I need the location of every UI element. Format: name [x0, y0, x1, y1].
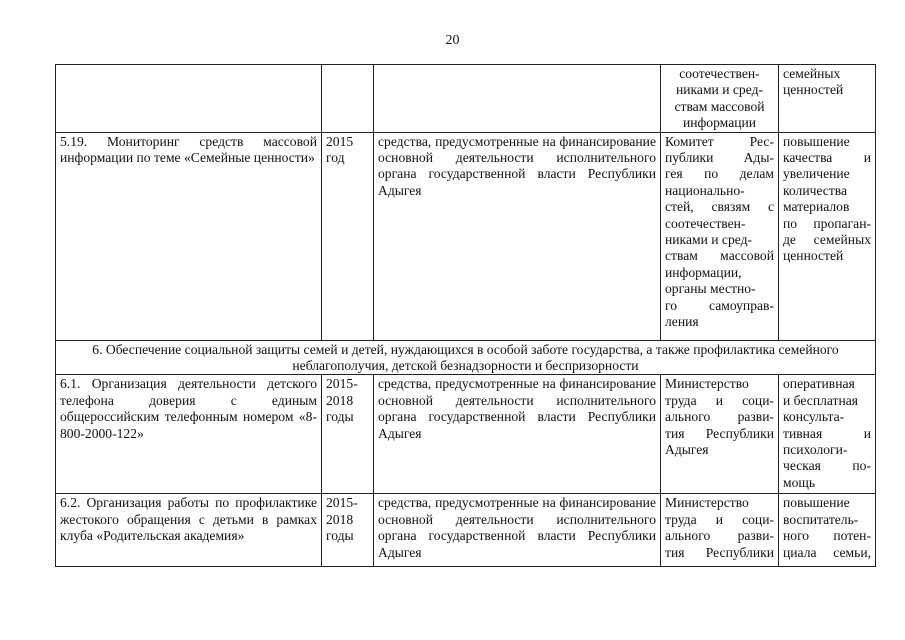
result-line: воспитатель-: [783, 511, 859, 527]
result-line: увеличение: [783, 166, 850, 182]
executor-line: ального разви-: [665, 409, 774, 425]
page-number: 20: [445, 33, 460, 48]
measure-name-cell: 6.1. Организация деятельности детского телефона доверия с единым общероссийским телефонным номером «8-800-2000-122»: [56, 375, 322, 494]
executor-cell: [661, 65, 779, 133]
result-line: психологи-: [783, 442, 848, 458]
result-line: по пропаган-: [783, 215, 871, 231]
executor-line: соотечествен-: [665, 215, 746, 231]
result-line: ценностей: [783, 82, 844, 98]
section-title: 6. Обеспечение социальной защиты семей и детей, нуждающихся в особой заботе государства, а также профилактика семейного неблагополучия, детской безнадзорности и беспризорности: [56, 340, 876, 375]
executor-line: никами и сред-: [665, 232, 753, 248]
executor-line: Министерство: [665, 495, 749, 511]
period-cell: [322, 65, 374, 133]
table-row-continuation: [56, 65, 876, 133]
result-line: количества: [783, 182, 848, 198]
measure-name-cell: 5.19. Мониторинг средств массовой информации по теме «Семейные ценности»: [56, 132, 322, 340]
executor-line: органы местно-: [665, 281, 756, 297]
result-line: ного потен-: [783, 528, 871, 544]
result-line: консульта-: [783, 409, 845, 425]
executor-line: публики Ады-: [665, 150, 774, 166]
result-line: повышение: [783, 495, 850, 511]
result-line: ценностей: [783, 248, 844, 264]
result-cell: [779, 65, 876, 133]
period-cell: 2015-2018 годы: [322, 375, 374, 494]
result-line: тивная и: [783, 425, 871, 441]
result-line: повышение: [783, 133, 850, 149]
executor-line: ального разви-: [665, 528, 774, 544]
funding-source-cell: средства, предусмотренные на финансирование основной деятельности исполнительного органа государственной власти Республики Адыгея: [374, 494, 661, 567]
executor-cell: [661, 132, 779, 340]
executor-line: труда и соци-: [665, 511, 774, 527]
executor-line: соотечествен-: [679, 66, 760, 81]
executor-line: никами и сред-: [675, 82, 764, 98]
result-line: мощь: [783, 474, 816, 490]
table-row-5-19: [56, 132, 876, 340]
result-line: и бесплатная: [783, 392, 859, 408]
executor-line: стей, связям с: [665, 199, 774, 215]
table-row-6-1: [56, 375, 876, 494]
executor-line: национально-: [665, 182, 745, 198]
measure-name-cell: [56, 65, 322, 133]
result-line: качества и: [783, 150, 871, 166]
period-cell: 2015-2018 годы: [322, 494, 374, 567]
executor-line: тия Республики: [665, 544, 774, 560]
executor-cell: [661, 494, 779, 567]
measures-table: [55, 64, 876, 567]
result-line: циала семьи,: [783, 544, 871, 560]
executor-line: ствам массовой: [674, 98, 765, 114]
executor-line: Комитет Рес-: [665, 133, 774, 149]
result-line: ческая по-: [783, 458, 871, 474]
executor-line: го самоуправ-: [665, 297, 774, 313]
measure-name-cell: 6.2. Организация работы по профилактике жестокого обращения с детьми в рамках клуба «Родительская академия»: [56, 494, 322, 567]
executor-line: Министерство: [665, 376, 749, 392]
executor-line: ления: [665, 314, 699, 330]
result-line: де семейных: [783, 232, 871, 248]
funding-source-cell: средства, предусмотренные на финансирование основной деятельности исполнительного органа государственной власти Республики Адыгея: [374, 132, 661, 340]
result-cell: [779, 132, 876, 340]
executor-line: тия Республики: [665, 425, 774, 441]
result-cell: [779, 494, 876, 567]
result-line: семейных: [783, 66, 841, 81]
executor-line: гея по делам: [665, 166, 774, 182]
executor-cell: [661, 375, 779, 494]
funding-source-cell: [374, 65, 661, 133]
executor-line: информации: [682, 115, 757, 131]
result-line: материалов: [783, 199, 850, 215]
executor-line: Адыгея: [665, 442, 709, 458]
result-cell: [779, 375, 876, 494]
executor-line: информации,: [665, 264, 742, 280]
section-header-row: [56, 340, 876, 375]
period-cell: 2015 год: [322, 132, 374, 340]
table-row-6-2: [56, 494, 876, 567]
result-line: оперативная: [783, 376, 855, 392]
funding-source-cell: средства, предусмотренные на финансирование основной деятельности исполнительного органа государственной власти Республики Адыгея: [374, 375, 661, 494]
executor-line: ствам массовой: [665, 248, 774, 264]
executor-line: труда и соци-: [665, 392, 774, 408]
